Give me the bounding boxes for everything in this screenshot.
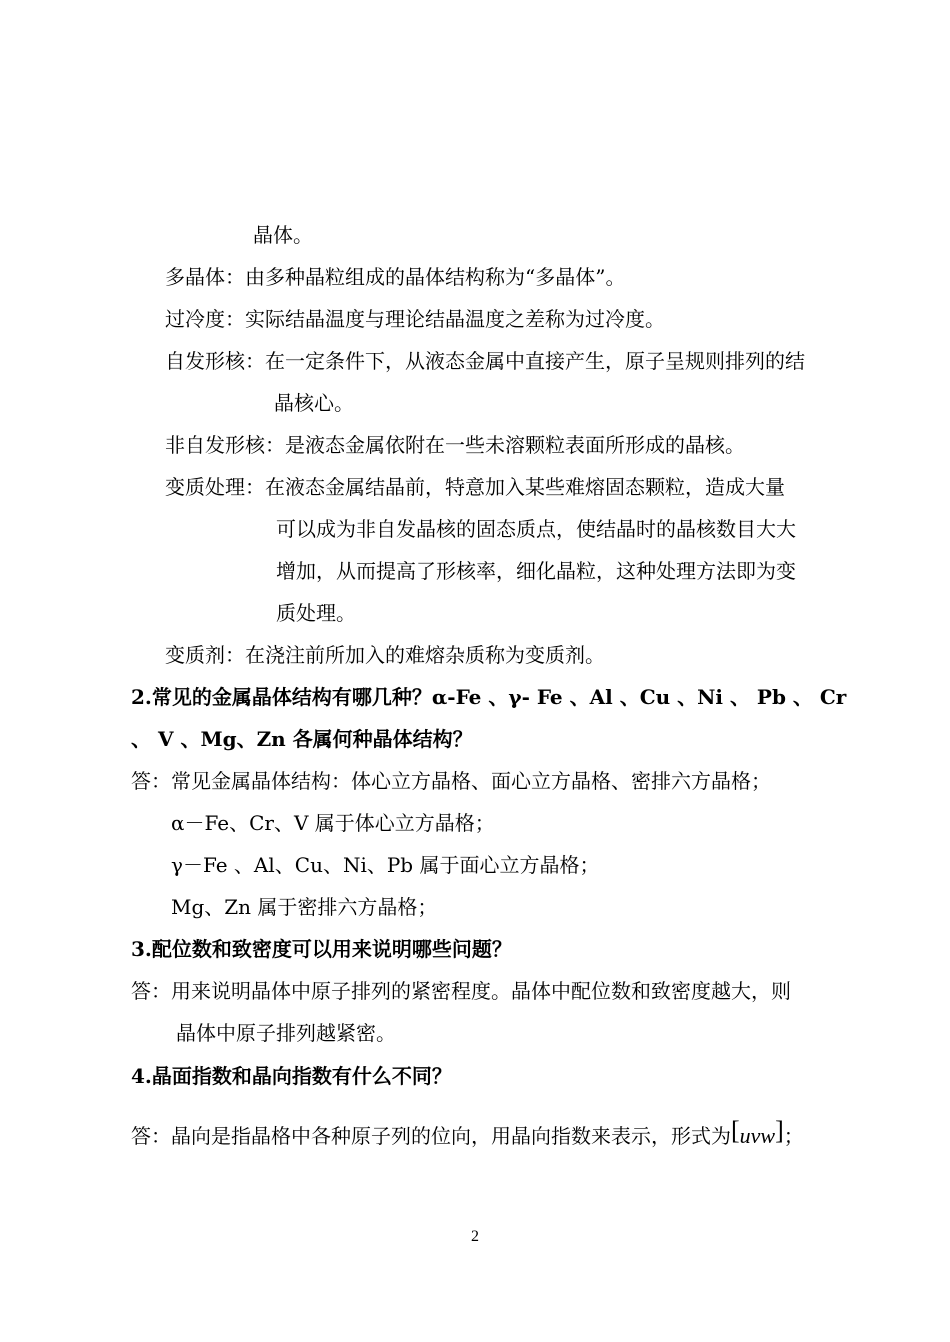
question-2-title: 2.常见的金属晶体结构有哪几种？α-Fe 、γ- Fe 、Al 、Cu 、Ni 、 Pb 、 Cr (131, 685, 847, 709)
polycrystal-def: 多晶体：由多种晶粒组成的晶体结构称为“多晶体”。 (165, 265, 626, 289)
answer-2-line-1: 答：常见金属晶体结构：体心立方晶格、面心立方晶格、密排六方晶格； (131, 769, 771, 793)
answer-2-line-3: γ－Fe 、Al、Cu、Ni、Pb 属于面心立方晶格； (171, 853, 600, 877)
question-4-title: 4.晶面指数和晶向指数有什么不同？ (131, 1064, 452, 1088)
modification-def-cont-2: 增加，从而提高了形核率，细化晶粒，这种处理方法即为变 (276, 559, 796, 583)
page-number: 2 (471, 1228, 479, 1245)
modifier-def: 变质剂：在浇注前所加入的难熔杂质称为变质剂。 (165, 643, 605, 667)
answer-2-line-4: Mg、Zn 属于密排六方晶格； (171, 895, 438, 919)
answer-4-line-1 (131, 1116, 804, 1149)
modification-def: 变质处理：在液态金属结晶前，特意加入某些难熔固态颗粒，造成大量 (165, 475, 785, 499)
undercooling-def: 过冷度：实际结晶温度与理论结晶温度之差称为过冷度。 (165, 307, 665, 331)
spontaneous-nucleation-def-cont: 晶核心。 (274, 391, 354, 415)
answer-4-suffix: ； (783, 1124, 804, 1148)
spontaneous-nucleation-def: 自发形核：在一定条件下，从液态金属中直接产生，原子呈规则排列的结 (165, 349, 805, 373)
direction-index-formula: uvw (739, 1123, 776, 1148)
answer-2-line-2: α－Fe、Cr、V 属于体心立方晶格； (171, 811, 495, 835)
answer-3-line-1: 答：用来说明晶体中原子排列的紧密程度。晶体中配位数和致密度越大，则 (131, 979, 791, 1003)
answer-3-line-2: 晶体中原子排列越紧密。 (176, 1021, 396, 1045)
bracket-close: ] (775, 1116, 784, 1145)
modification-def-cont-3: 质处理。 (276, 601, 356, 625)
question-3-title: 3.配位数和致密度可以用来说明哪些问题？ (131, 937, 512, 961)
crystal-def-tail: 晶体。 (253, 223, 313, 247)
answer-4-text: 答：晶向是指晶格中各种原子列的位向，用晶向指数来表示，形式为 (131, 1124, 731, 1148)
question-2-title-cont: 、 V 、Mg、Zn 各属何种晶体结构？ (131, 727, 473, 751)
nonspontaneous-nucleation-def: 非自发形核：是液态金属依附在一些未溶颗粒表面所形成的晶核。 (165, 433, 745, 457)
bracket-open: [ (731, 1116, 740, 1145)
modification-def-cont-1: 可以成为非自发晶核的固态质点，使结晶时的晶核数目大大 (276, 517, 796, 541)
